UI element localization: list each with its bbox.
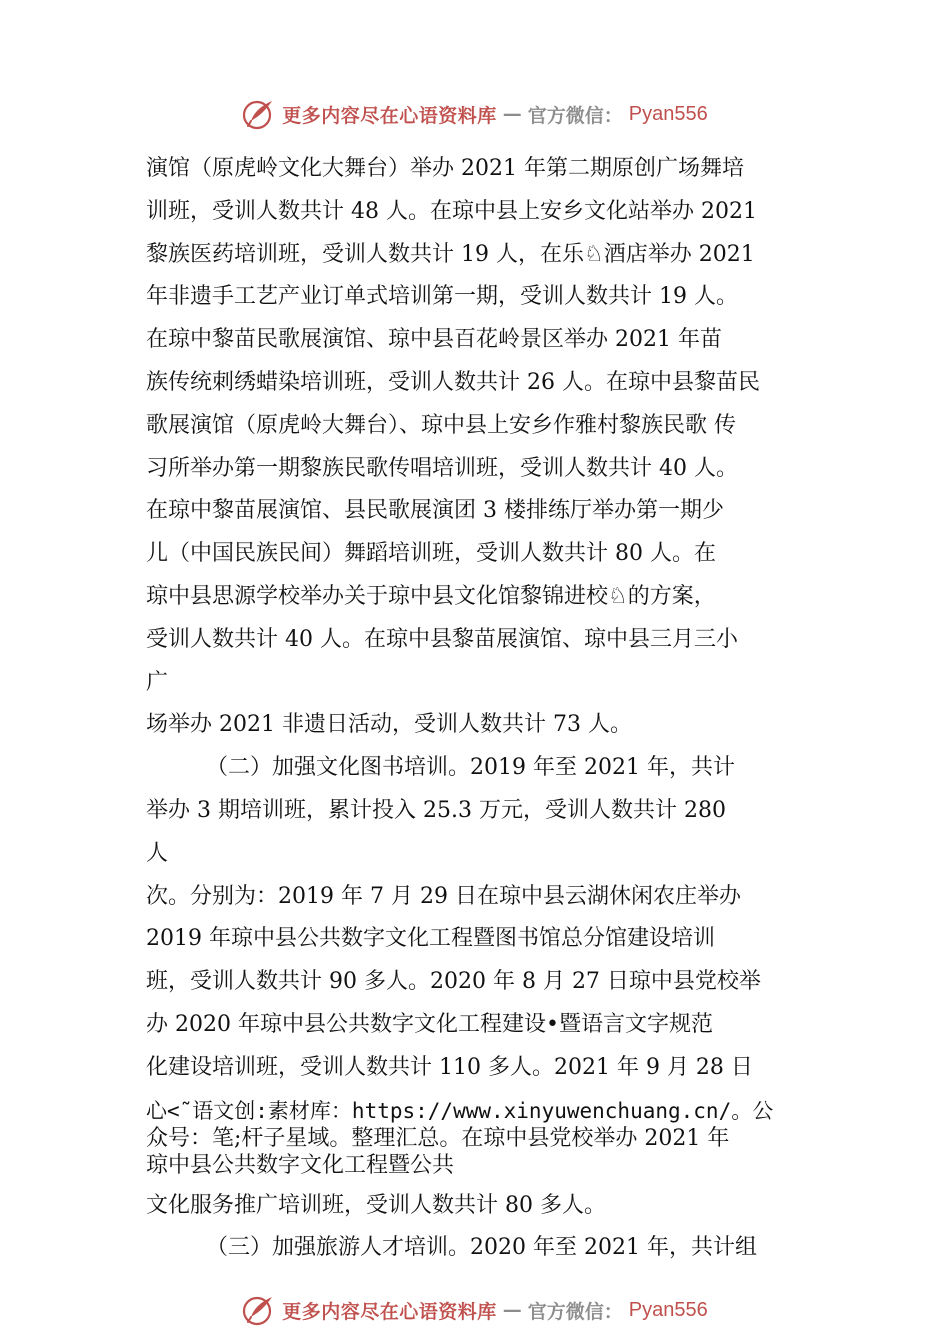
body-line: 人 (146, 840, 169, 866)
body-line: 演馆（原虎岭文化大舞台）举办 2021 年第二期原创广场舞培 (146, 156, 744, 181)
body-line: 场举办 2021 非遗日活动，受训人数共计 73 人。 (146, 712, 632, 738)
body-line: 次。分别为：2019 年 7 月 29 日在琼中县云湖休闲农庄举办 (146, 883, 741, 909)
body-line: 办 2020 年琼中县公共数字文化工程建设•暨语言文字规范 (146, 1011, 713, 1037)
watermark-main-text: 更多内容尽在心语资料库 (282, 1300, 497, 1323)
watermark-main-text: 更多内容尽在心语资料库 (282, 104, 497, 127)
body-line: 族传统刺绣蜡染培训班，受训人数共计 26 人。在琼中县黎苗民 (146, 369, 760, 395)
body-line: 年非遗手工艺产业订单式培训第一期，受训人数共计 19 人。 (146, 284, 738, 310)
body-line: 琼中县思源学校举办关于琼中县文化馆黎锦进校♘的方案， (146, 583, 716, 609)
body-line: 在琼中黎苗民歌展演馆、琼中县百花岭景区举办 2021 年苗 (146, 327, 722, 353)
body-line: 举办 3 期培训班，累计投入 25.3 万元，受训人数共计 280 (146, 797, 726, 823)
quill-logo-icon (242, 1293, 276, 1327)
body-line: 受训人数共计 40 人。在琼中县黎苗展演馆、琼中县三月三小 (146, 626, 738, 652)
body-line: 众号：笔;杆子星域。整理汇总。在琼中县党校举办 2021 年 (146, 1125, 730, 1151)
source-note-line (146, 1098, 846, 1125)
watermark-wechat-id: Pyan556 (628, 1298, 708, 1321)
watermark-dash: — (502, 1299, 522, 1321)
body-line: 习所举办第一期黎族民歌传唱培训班，受训人数共计 40 人。 (146, 455, 738, 481)
watermark-wechat-label: 官方微信： (527, 104, 623, 127)
watermark-wechat-label: 官方微信： (527, 1300, 623, 1323)
body-line: 班，受训人数共计 90 多人。2020 年 8 月 27 日琼中县党校举 (146, 969, 761, 995)
watermark-wechat-id: Pyan556 (628, 102, 708, 125)
body-line: 儿（中国民族民间）舞蹈培训班，受训人数共计 80 人。在 (146, 541, 716, 567)
source-note-text: 心<˜语文创:素材库：https://www.xinyuwenchuang.cn/。公 (146, 1098, 774, 1123)
body-line: 文化服务推广培训班，受训人数共计 80 多人。 (146, 1192, 606, 1218)
body-line: 训班，受训人数共计 48 人。在琼中县上安乡文化站举办 2021 (146, 198, 757, 224)
body-line: 在琼中黎苗展演馆、县民歌展演团 3 楼排练厅举办第一期少 (146, 498, 724, 524)
section-heading-line: （三）加强旅游人才培训。2020 年至 2021 年，共计组 (206, 1235, 757, 1261)
watermark-dash: — (502, 103, 522, 125)
body-line: 2019 年琼中县公共数字文化工程暨图书馆总分馆建设培训 (146, 926, 715, 952)
body-line: 黎族医药培训班，受训人数共计 19 人，在乐♘酒店举办 2021 (146, 241, 755, 267)
quill-logo-icon (242, 97, 276, 131)
body-line: 化建设培训班，受训人数共计 110 多人。2021 年 9 月 28 日 (146, 1054, 753, 1080)
document-body (146, 148, 846, 1270)
footer-watermark (0, 1290, 950, 1330)
body-line: 琼中县公共数字文化工程暨公共 (146, 1152, 455, 1178)
body-line: 歌展演馆（原虎岭大舞台）、琼中县上安乡作雅村黎族民歌 传 (146, 412, 736, 438)
body-line: 广 (146, 669, 169, 695)
header-watermark (0, 94, 950, 134)
section-heading-line: （二）加强文化图书培训。2019 年至 2021 年，共计 (206, 755, 735, 781)
